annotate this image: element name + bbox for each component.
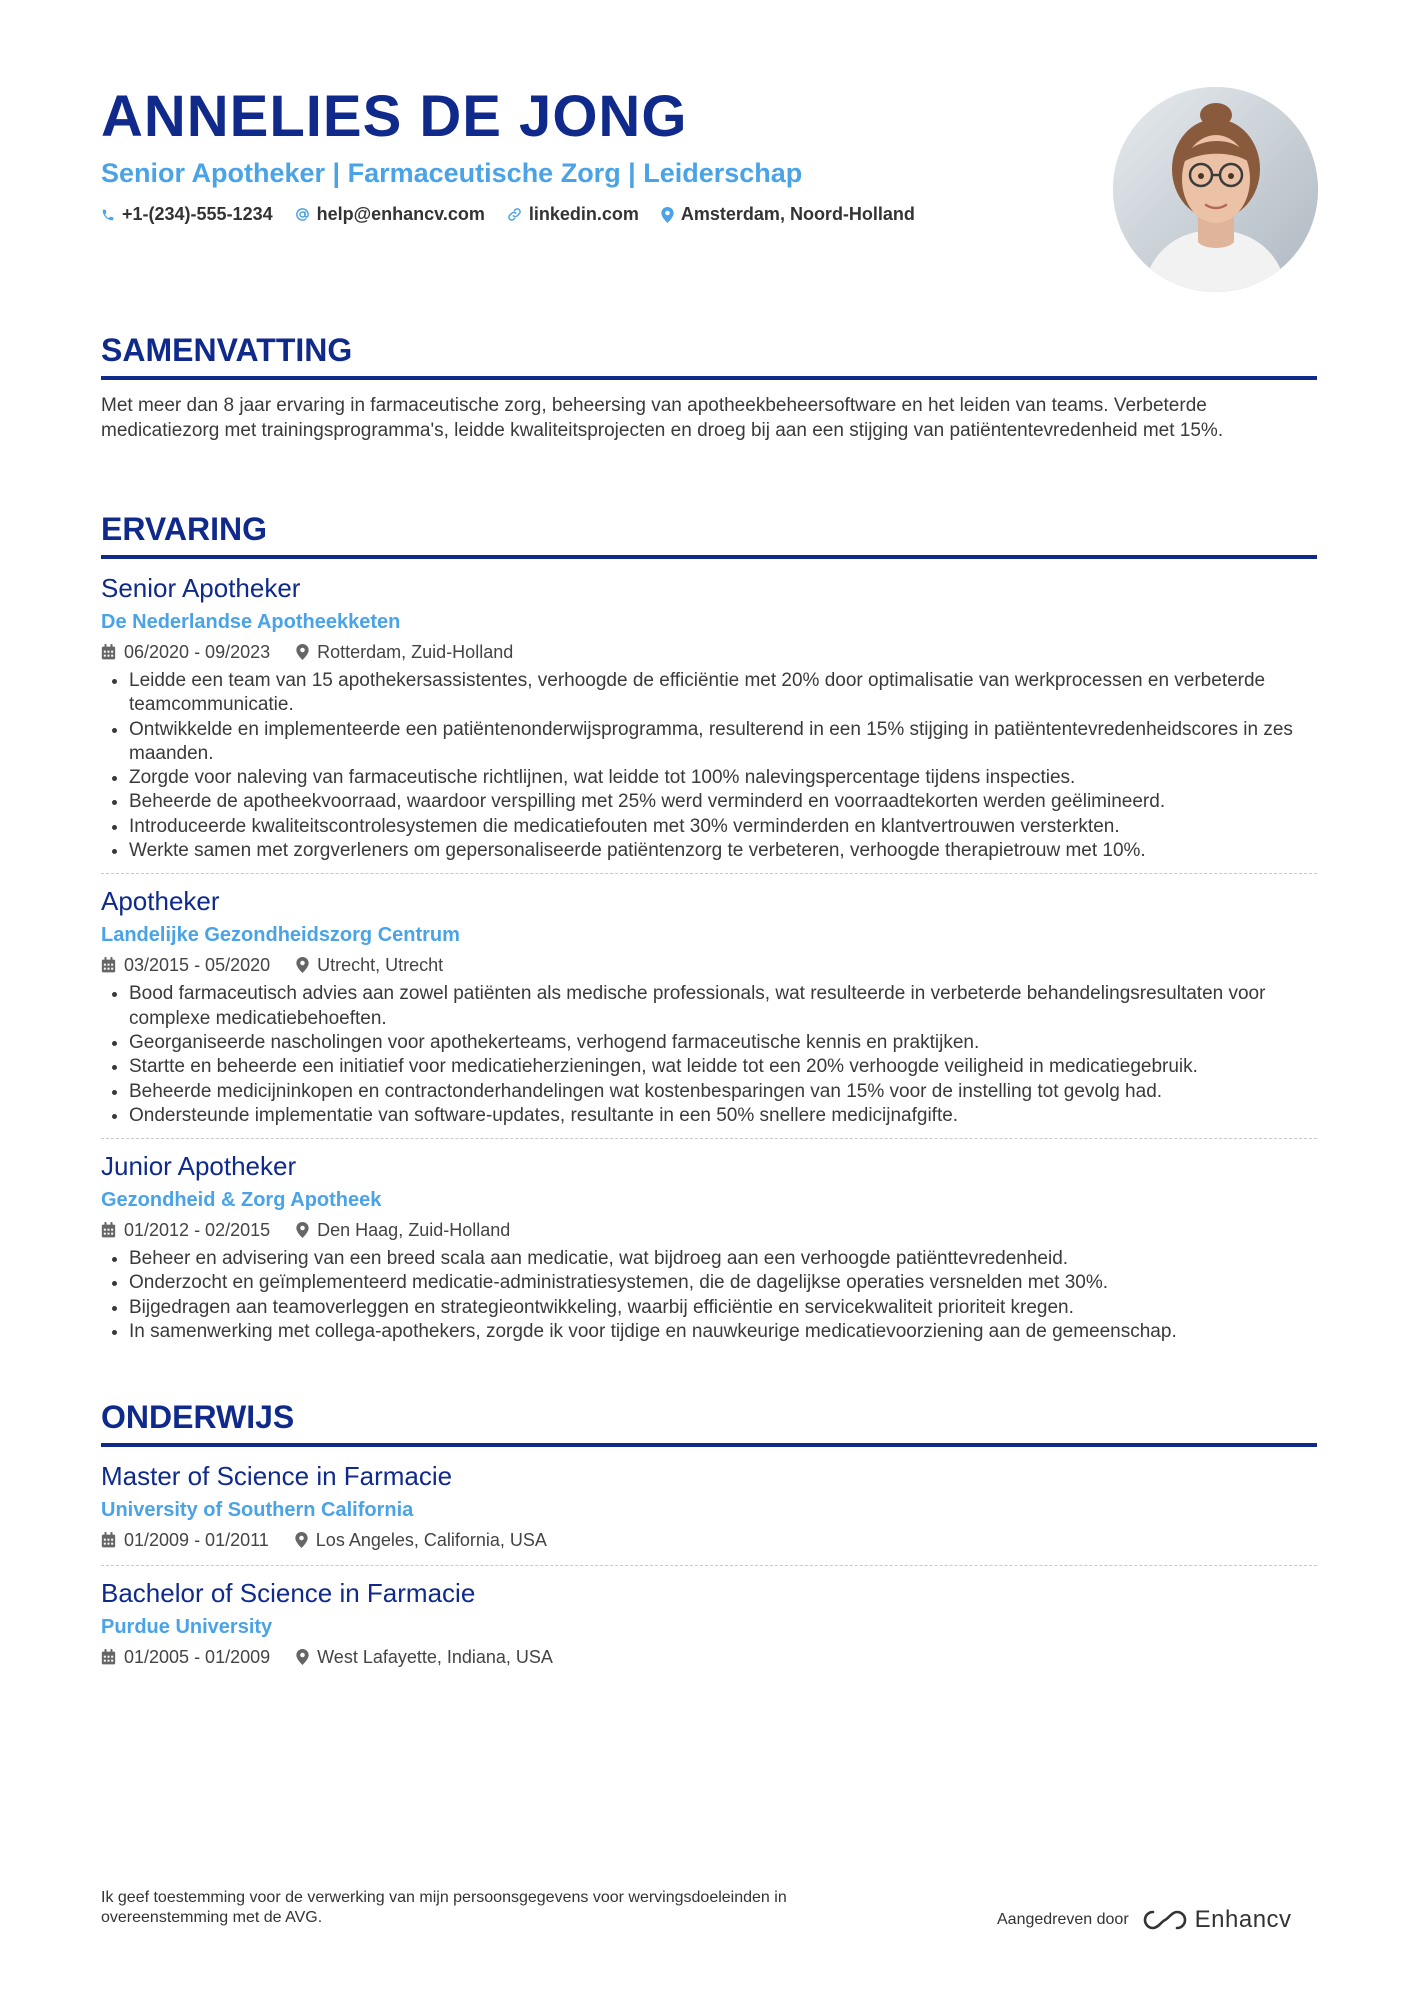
education-location xyxy=(295,1529,547,1551)
candidate-name: ANNELIES DE JONG xyxy=(101,84,688,149)
job-location-text: Den Haag, Zuid-Holland xyxy=(317,1220,511,1241)
education-meta xyxy=(101,1646,1317,1668)
section-divider xyxy=(101,376,1317,380)
avatar-illustration xyxy=(1113,87,1318,292)
summary-text: Met meer dan 8 jaar ervaring in farmaceutische zorg, beheersing van apotheekbeheersoftware en het leiden van teams. Verbeterde medicatiezorg met trainingsprogramma's, leidde kwaliteitsprojecten en droeg bij aan een stijging van patiëntentevredenheid met 15%. xyxy=(101,395,1224,441)
job-meta xyxy=(101,1219,1317,1241)
contact-location xyxy=(661,204,915,225)
contact-phone[interactable] xyxy=(101,204,273,225)
enhancv-brand: Enhancv xyxy=(1194,1906,1292,1933)
contact-email-text: help@enhancv.com xyxy=(316,204,485,224)
education-meta xyxy=(101,1529,1317,1551)
job-bullet: • In samenwerking met collega-apothekers, zorgde ik voor tijdige en nauwkeurige medicatievoorziening aan de gemeenschap. xyxy=(129,1320,1317,1344)
job-location-text: Rotterdam, Zuid-Holland xyxy=(317,642,514,662)
job-bullet: • Zorgde voor naleving van farmaceutische richtlijnen, wat leidde tot 100% nalevingspercentage tijdens inspecties. xyxy=(129,766,1317,790)
summary-section xyxy=(101,330,1317,443)
at-icon xyxy=(295,207,310,222)
section-title-education: ONDERWIJS xyxy=(101,1399,295,1435)
education-dates-text: 01/2005 - 01/2009 xyxy=(124,1647,271,1667)
job-bullets xyxy=(101,1247,1317,1344)
candidate-subtitle: Senior Apotheker | Farmaceutische Zorg | Leiderschap xyxy=(101,158,803,188)
location-pin-icon xyxy=(296,644,309,660)
powered-by[interactable] xyxy=(997,1906,1292,1934)
job-location xyxy=(296,641,513,663)
job-bullet: • Georganiseerde nascholingen voor apothekerteams, verhogend farmaceutische kennis en praktijken. xyxy=(129,1031,1317,1055)
section-divider xyxy=(101,1443,1317,1447)
experience-entry xyxy=(101,1149,1317,1344)
link-icon xyxy=(507,207,522,222)
calendar-icon xyxy=(101,1649,116,1665)
job-meta xyxy=(101,641,1317,663)
powered-by-label: Aangedreven door xyxy=(997,1911,1129,1928)
enhancv-logo-icon xyxy=(1141,1908,1189,1932)
calendar-icon xyxy=(101,957,116,973)
job-location xyxy=(296,1219,510,1241)
job-bullet: • Startte en beheerde een initiatief voor medicatieherzieningen, wat leidde tot een 20% verhoogde veiligheid in medicatiegebruik. xyxy=(129,1055,1317,1079)
job-bullet: • Beheerde medicijninkopen en contractonderhandelingen wat kostenbesparingen van 15% voor de instelling tot gevolg had. xyxy=(129,1080,1317,1104)
contact-email[interactable] xyxy=(295,204,485,225)
entry-separator xyxy=(101,1138,1317,1139)
job-title: Junior Apotheker xyxy=(101,1151,297,1182)
company-name: De Nederlandse Apotheekketen xyxy=(101,611,401,633)
job-bullet: • Ondersteunde implementatie van software-updates, resultante in een 50% snellere medicijnafgifte. xyxy=(129,1104,1317,1128)
job-title: Apotheker xyxy=(101,886,220,917)
entry-separator xyxy=(101,1565,1317,1566)
job-bullet: • Beheer en advisering van een breed scala aan medicatie, wat bijdroeg aan een verhoogde patiënttevredenheid. xyxy=(129,1247,1317,1271)
education-dates xyxy=(101,1646,270,1668)
contact-bar xyxy=(101,204,1101,225)
location-pin-icon xyxy=(296,1649,309,1665)
education-location-text: West Lafayette, Indiana, USA xyxy=(317,1647,553,1667)
section-divider xyxy=(101,555,1317,559)
job-bullet: • Leidde een team van 15 apothekersassistentes, verhoogde de efficiëntie met 20% door optimalisatie van werkprocessen en verbeterde teamcommunicatie. xyxy=(129,669,1317,718)
job-meta xyxy=(101,954,1317,976)
contact-phone-text: +1-(234)-555-1234 xyxy=(122,204,273,224)
job-dates xyxy=(101,1219,270,1241)
experience-section xyxy=(101,509,1317,1344)
location-pin-icon xyxy=(296,957,309,973)
consent-note: Ik geef toestemming voor de verwerking van mijn persoonsgegevens voor wervingsdoeleinden in overeenstemming met de AVG. xyxy=(101,1889,787,1926)
job-location-text: Utrecht, Utrecht xyxy=(317,955,444,976)
job-dates-text: 03/2015 - 05/2020 xyxy=(124,955,271,976)
location-pin-icon xyxy=(296,1222,309,1238)
profile-photo xyxy=(1113,87,1318,292)
job-dates xyxy=(101,641,270,663)
job-bullet: • Werkte samen met zorgverleners om gepersonaliseerde patiëntenzorg te verbeteren, verhoogde therapietrouw met 10%. xyxy=(129,839,1317,863)
education-location-text: Los Angeles, California, USA xyxy=(315,1530,547,1550)
contact-location-text: Amsterdam, Noord-Holland xyxy=(680,204,915,224)
experience-entry xyxy=(101,571,1317,874)
job-bullet: • Ontwikkelde en implementeerde een patiëntenonderwijsprogramma, resulterend in een 15% stijging in patiëntentevredenheidscores in zes maanden. xyxy=(129,718,1317,767)
job-dates-text: 06/2020 - 09/2023 xyxy=(124,642,271,662)
resume-header xyxy=(101,86,1101,225)
education-section xyxy=(101,1397,1317,1668)
contact-linkedin[interactable] xyxy=(507,204,639,225)
degree-title: Master of Science in Farmacie xyxy=(101,1461,453,1491)
company-name: Gezondheid & Zorg Apotheek xyxy=(101,1189,382,1212)
calendar-icon xyxy=(101,1222,116,1238)
job-dates-text: 01/2012 - 02/2015 xyxy=(124,1220,271,1241)
calendar-icon xyxy=(101,1532,116,1548)
location-pin-icon xyxy=(295,1532,308,1548)
contact-linkedin-text: linkedin.com xyxy=(528,204,639,224)
job-bullet: • Bood farmaceutisch advies aan zowel patiënten als medische professionals, wat resulteerde in verbeterde behandelingsresultaten voor complexe medicatiebehoeften. xyxy=(129,982,1317,1031)
degree-title: Bachelor of Science in Farmacie xyxy=(101,1578,476,1608)
education-location xyxy=(296,1646,553,1668)
job-bullet: • Bijgedragen aan teamoverleggen en strategieontwikkeling, waarbij efficiëntie en servicekwaliteit prioriteit kregen. xyxy=(129,1296,1317,1320)
phone-icon xyxy=(101,208,115,222)
job-dates xyxy=(101,954,270,976)
school-name: University of Southern California xyxy=(101,1499,414,1521)
job-bullet: • Onderzocht en geïmplementeerd medicatie-administratiesystemen, die de dagelijkse operaties versnelden met 30%. xyxy=(129,1271,1317,1295)
job-bullets xyxy=(101,982,1317,1128)
experience-entry xyxy=(101,884,1317,1139)
job-location xyxy=(296,954,443,976)
company-name: Landelijke Gezondheidszorg Centrum xyxy=(101,924,460,947)
job-bullets xyxy=(101,669,1317,863)
education-dates xyxy=(101,1529,269,1551)
education-entry xyxy=(101,1576,1317,1668)
job-bullet: • Introduceerde kwaliteitscontrolesystemen die medicatiefouten met 30% verminderden en klantvertrouwen versterkten. xyxy=(129,815,1317,839)
entry-separator xyxy=(101,873,1317,874)
education-entry xyxy=(101,1459,1317,1566)
section-title-summary: SAMENVATTING xyxy=(101,332,353,368)
school-name: Purdue University xyxy=(101,1616,273,1638)
job-title: Senior Apotheker xyxy=(101,573,301,603)
job-bullet: • Beheerde de apotheekvoorraad, waardoor verspilling met 25% werd verminderd en voorraadtekorten werden geëlimineerd. xyxy=(129,790,1317,814)
section-title-experience: ERVARING xyxy=(101,511,267,547)
calendar-icon xyxy=(101,644,116,660)
location-pin-icon xyxy=(661,207,674,223)
education-dates-text: 01/2009 - 01/2011 xyxy=(124,1530,269,1550)
